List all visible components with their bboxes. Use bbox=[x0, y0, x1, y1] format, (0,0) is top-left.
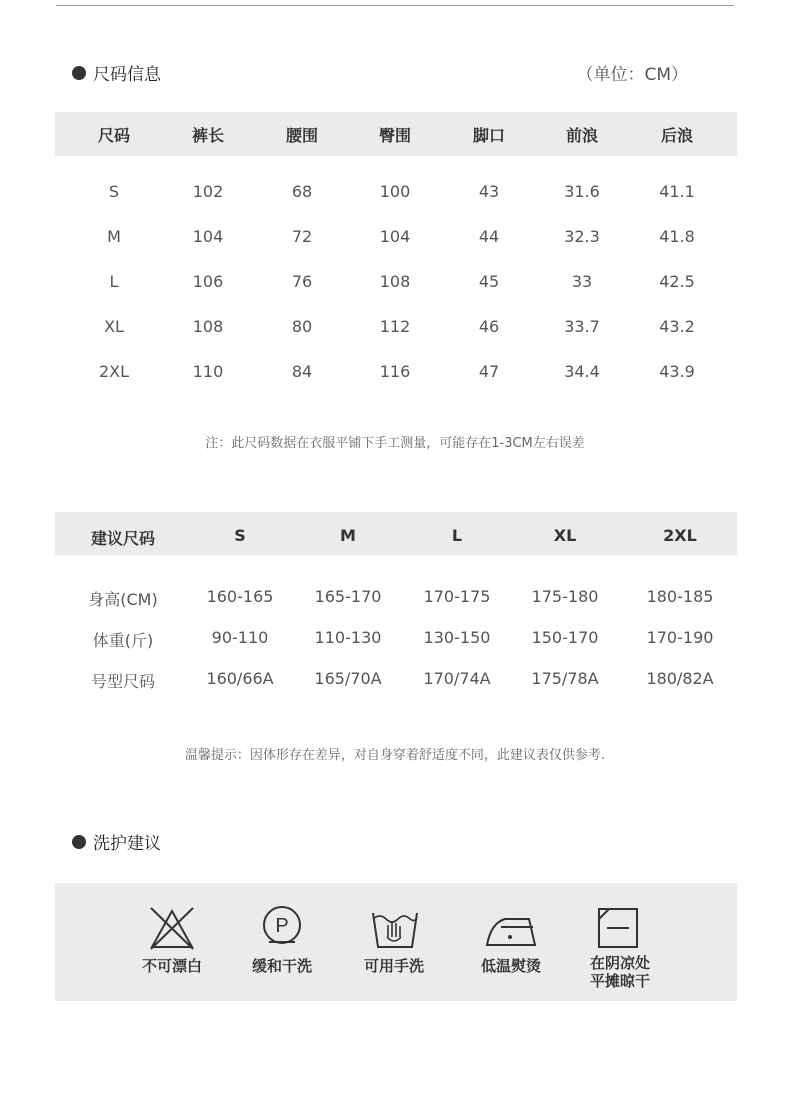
recommend-table-header-cell: 建议尺码 bbox=[90, 529, 156, 548]
size-table-cell: M bbox=[107, 227, 121, 246]
size-table-cell: 68 bbox=[291, 182, 313, 201]
size-note: 注：此尺码数据在衣服平铺下手工测量，可能存在1-3CM左右误差 bbox=[205, 436, 585, 451]
unit-label: （单位：CM） bbox=[576, 65, 688, 85]
recommend-table-cell: 160-165 bbox=[206, 587, 274, 606]
recommend-table-header-cell: M bbox=[340, 526, 356, 545]
size-table-cell: 43.9 bbox=[659, 362, 695, 381]
size-table-cell: 33 bbox=[571, 272, 593, 291]
size-table-cell: 47 bbox=[478, 362, 500, 381]
recommend-table-cell: 160/66A bbox=[206, 669, 274, 688]
recommend-table-cell: 体重(斤) bbox=[92, 631, 154, 650]
recommend-table-cell: 175/78A bbox=[531, 669, 599, 688]
size-table-header-cell: 前浪 bbox=[565, 126, 599, 145]
recommend-table-cell: 110-130 bbox=[314, 628, 382, 647]
size-table-header-cell: 后浪 bbox=[660, 126, 694, 145]
recommend-table-cell: 号型尺码 bbox=[90, 672, 156, 691]
size-table-header-cell: 腰围 bbox=[285, 126, 319, 145]
size-table-header-cell: 脚口 bbox=[472, 126, 506, 145]
care-heading bbox=[72, 829, 161, 854]
size-table-header-cell: 尺码 bbox=[97, 126, 131, 145]
recommend-table-cell: 180/82A bbox=[646, 669, 714, 688]
recommend-table-header-cell: L bbox=[451, 526, 463, 545]
size-table-cell: 84 bbox=[291, 362, 313, 381]
size-table-cell: 33.7 bbox=[564, 317, 600, 336]
size-table-cell: 104 bbox=[379, 227, 411, 246]
recommend-table-cell: 165-170 bbox=[314, 587, 382, 606]
size-table-cell: S bbox=[108, 182, 120, 201]
size-table-cell: 106 bbox=[192, 272, 224, 291]
size-table-cell: L bbox=[109, 272, 119, 291]
size-table-cell: 44 bbox=[478, 227, 500, 246]
recommend-table-cell: 130-150 bbox=[423, 628, 491, 647]
size-table-cell: 116 bbox=[379, 362, 411, 381]
size-table-cell: 108 bbox=[192, 317, 224, 336]
low-iron-icon bbox=[483, 911, 537, 949]
size-table-cell: 112 bbox=[379, 317, 411, 336]
recommend-table-cell: 175-180 bbox=[531, 587, 599, 606]
size-table-cell: 80 bbox=[291, 317, 313, 336]
size-table-cell: 104 bbox=[192, 227, 224, 246]
size-table-header-cell: 裤长 bbox=[191, 126, 225, 145]
recommend-table-cell: 90-110 bbox=[211, 628, 269, 647]
top-divider bbox=[56, 5, 734, 6]
recommend-table-header bbox=[55, 512, 737, 555]
recommend-note: 温馨提示：因体形存在差异，对自身穿着舒适度不同，此建议表仅供参考. bbox=[184, 748, 606, 763]
size-table-cell: 2XL bbox=[98, 362, 130, 381]
size-table-cell: 102 bbox=[192, 182, 224, 201]
size-table-cell: 100 bbox=[379, 182, 411, 201]
recommend-table-header-cell: 2XL bbox=[663, 526, 697, 545]
care-label: 不可漂白 bbox=[141, 957, 203, 975]
size-table-cell: 45 bbox=[478, 272, 500, 291]
size-info-title: 尺码信息 bbox=[93, 65, 161, 85]
no-bleach-icon bbox=[148, 905, 196, 951]
size-table-cell: 43.2 bbox=[659, 317, 695, 336]
size-table-cell: 46 bbox=[478, 317, 500, 336]
recommend-table-cell: 身高(CM) bbox=[88, 590, 158, 609]
size-table-cell: 108 bbox=[379, 272, 411, 291]
recommend-table-cell: 170-190 bbox=[646, 628, 714, 647]
size-table-cell: 110 bbox=[192, 362, 224, 381]
care-title: 洗护建议 bbox=[93, 834, 161, 854]
size-table-cell: 41.1 bbox=[659, 182, 695, 201]
size-info-heading bbox=[72, 60, 161, 85]
care-instructions-band bbox=[55, 883, 737, 1001]
size-table-header-cell: 臀围 bbox=[378, 126, 412, 145]
size-table-cell: XL bbox=[104, 317, 124, 336]
size-table-cell: 34.4 bbox=[564, 362, 600, 381]
size-table-cell: 72 bbox=[291, 227, 313, 246]
recommend-table-cell: 170-175 bbox=[423, 587, 491, 606]
recommend-table-cell: 150-170 bbox=[531, 628, 599, 647]
shade-dry-flat-icon bbox=[597, 907, 639, 949]
size-table-cell: 43 bbox=[478, 182, 500, 201]
svg-text:P: P bbox=[275, 915, 289, 937]
recommend-table-cell: 165/70A bbox=[314, 669, 382, 688]
hand-wash-icon bbox=[370, 907, 420, 949]
recommend-table-cell: 180-185 bbox=[646, 587, 714, 606]
dry-clean-p-icon bbox=[261, 904, 303, 946]
size-table-cell: 42.5 bbox=[659, 272, 695, 291]
bullet-dot-icon bbox=[72, 835, 86, 849]
size-table-cell: 41.8 bbox=[659, 227, 695, 246]
recommend-table-cell: 170/74A bbox=[423, 669, 491, 688]
care-label: 可用手洗 bbox=[363, 957, 425, 975]
bullet-dot-icon bbox=[72, 66, 86, 80]
care-label: 在阴凉处 平摊晾干 bbox=[589, 954, 651, 990]
recommend-table-header-cell: S bbox=[234, 526, 246, 545]
care-label: 低温熨烫 bbox=[480, 957, 542, 975]
size-table-cell: 32.3 bbox=[564, 227, 600, 246]
recommend-table-header-cell: XL bbox=[553, 526, 577, 545]
size-table-cell: 31.6 bbox=[564, 182, 600, 201]
care-label: 缓和干洗 bbox=[251, 957, 313, 975]
size-table-cell: 76 bbox=[291, 272, 313, 291]
